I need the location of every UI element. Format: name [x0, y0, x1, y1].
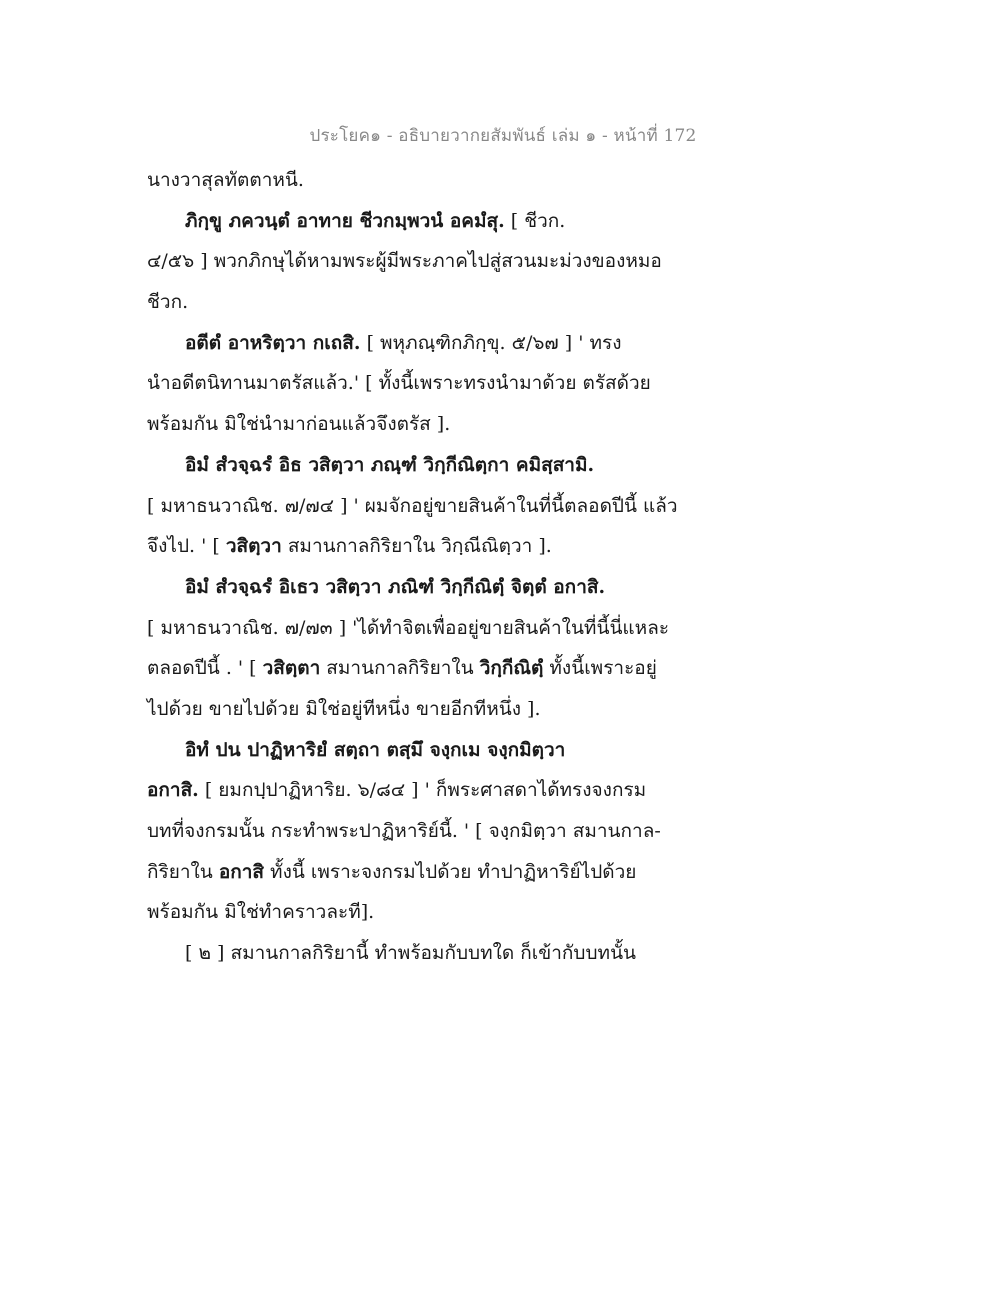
thai-text: [ มหาธนวาณิช. ๗/๗๔ ] ' ผมจักอยู่ขายสินค้าในที่นี้ตลอดปีนี้ แล้ว: [147, 494, 678, 517]
text-line: [147, 201, 707, 242]
text-line: [147, 892, 707, 933]
page-header: ประโยค๑ - อธิบายวากยสัมพันธ์ เล่ม ๑ - หน้าที่ 172: [309, 126, 697, 146]
thai-text: ทั้งนี้เพราะอยู่: [543, 657, 657, 680]
text-line: [147, 852, 707, 893]
text-line: [147, 445, 707, 486]
pali-term: อิมํ สํวจฺฉรํ อิธ วสิตฺวา ภณฺฑํ วิกฺกีณิตฺกา คมิสฺสามิ.: [185, 453, 595, 476]
text-line: [147, 567, 707, 608]
text-line: [147, 689, 707, 730]
text-line: [147, 486, 707, 527]
thai-text: สมานกาลกิริยาใน: [320, 657, 480, 680]
thai-text: [ ๒ ] สมานกาลกิริยานี้ ทำพร้อมกับบทใด ก็เข้ากับบทนั้น: [185, 942, 637, 965]
thai-text: พร้อมกัน มิใช่ทำคราวละที].: [147, 901, 375, 924]
pali-term: วิกฺกีณิตฺํ: [479, 657, 544, 680]
text-line: [147, 648, 707, 689]
text-line: [147, 241, 707, 282]
text-line: [147, 404, 707, 445]
pali-term: อิทํ ปน ปาฏิหาริยํ สตฺถา ตสฺมึ จงฺกเม จงฺกมิตฺวา: [185, 738, 566, 761]
text-line: [147, 363, 707, 404]
text-line: [147, 770, 707, 811]
pali-term: อกาสิ: [218, 860, 265, 883]
text-line: [147, 933, 707, 974]
thai-text: นำอดีตนิทานมาตรัสแล้ว.' [ ทั้งนี้เพราะทรงนำมาด้วย ตรัสด้วย: [147, 372, 651, 395]
thai-text: [ พหุภณฺฑิกภิกฺขุ. ๕/๖๗ ] ' ทรง: [360, 331, 622, 354]
thai-text: ไปด้วย ขายไปด้วย มิใช่อยู่ทีหนึ่ง ขายอีกทีหนึ่ง ].: [147, 697, 541, 720]
text-line: [147, 323, 707, 364]
text-line: [147, 730, 707, 771]
thai-text: [ ยมกปฺปาฏิหาริย. ๖/๘๔ ] ' ก็พระศาสดาได้ทรงจงกรม: [198, 779, 647, 802]
thai-text: ชีวก.: [147, 291, 189, 314]
thai-text: ทั้งนี้ เพราะจงกรมไปด้วย ทำปาฏิหาริย์ไปด้วย: [264, 860, 637, 883]
thai-text: สมานกาลกิริยาใน วิกฺณีณิตฺวา ].: [281, 535, 552, 558]
pali-term: วสิตฺวา: [225, 535, 282, 558]
thai-text: บทที่จงกรมนั้น กระทำพระปาฏิหาริย์นี้. ' [ จงฺกมิตฺวา สมานกาล-: [147, 820, 661, 842]
thai-text: กิริยาใน: [147, 860, 219, 883]
text-line: [147, 608, 707, 649]
thai-text: [ ชีวก.: [504, 209, 566, 232]
pali-term: ภิกฺขู ภควนฺตํ อาทาย ชีวกมฺพวนํ อคมํสุ.: [185, 209, 505, 232]
pali-term: วสิตฺตา: [262, 657, 321, 680]
text-line: [147, 160, 707, 201]
thai-text: จึงไป. ' [: [147, 535, 226, 558]
text-line: [147, 282, 707, 323]
pali-term: อตีตํ อาหริตฺวา กเถสิ.: [185, 331, 361, 354]
body-text: [147, 160, 707, 974]
thai-text: นางวาสุลทัตตาหนี.: [147, 169, 304, 191]
text-line: [147, 811, 707, 852]
pali-term: อิมํ สํวจฺฉรํ อิเธว วสิตฺวา ภณิฑํ วิกฺกีณิตฺํ จิตฺตํ อกาสิ.: [185, 575, 606, 598]
thai-text: พร้อมกัน มิใช่นำมาก่อนแล้วจึงตรัส ].: [147, 413, 451, 436]
thai-text: ตลอดปีนี้ . ' [: [147, 657, 263, 680]
text-line: [147, 526, 707, 567]
thai-text: [ มหาธนวาณิช. ๗/๗๓ ] 'ได้ทำจิตเพื่ออยู่ขายสินค้าในที่นี้นี่แหละ: [147, 616, 670, 639]
thai-text: ๔/๕๖ ] พวกภิกษุได้หามพระผู้มีพระภาคไปสู่สวนมะม่วงของหมอ: [147, 250, 662, 273]
pali-term: อกาสิ.: [147, 779, 199, 802]
